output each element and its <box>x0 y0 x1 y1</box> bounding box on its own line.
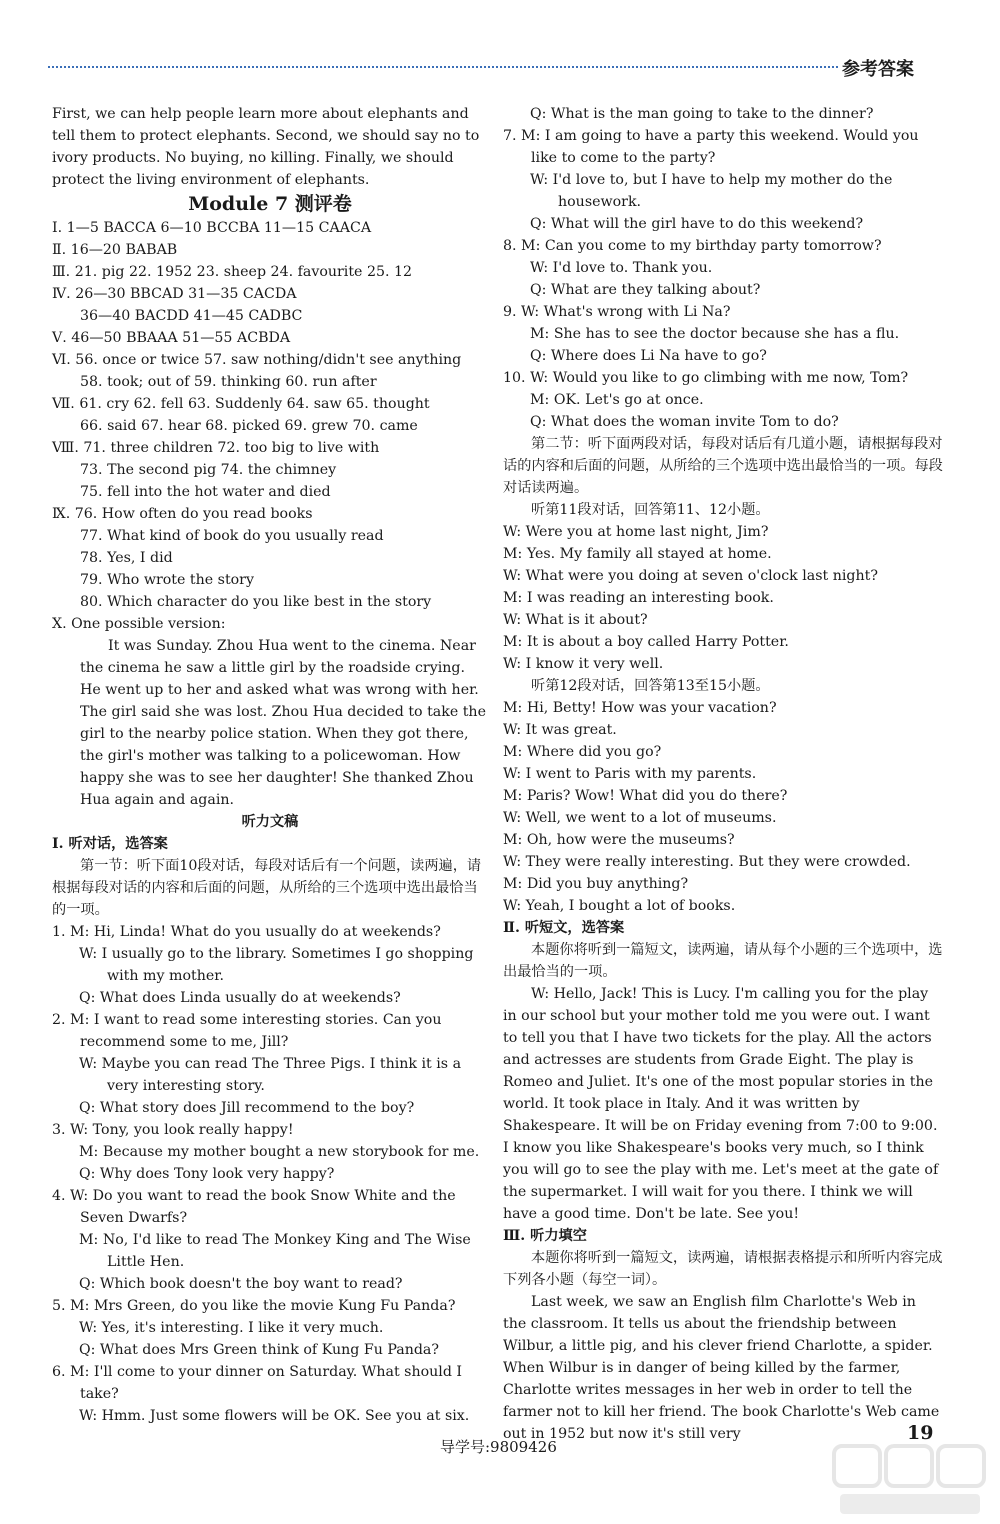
listening-title: 听力文稿 <box>241 814 299 830</box>
dialog-line: W: What were you doing at seven o'clock last night? <box>503 568 878 584</box>
dialog-line: 2. M: I want to read some interesting stories. Can you recommend some to me, Jill? <box>52 1012 442 1050</box>
section-intro: 第二节：听下面两段对话，每段对话后有几道小题，请根据每段对话的内容和后面的问题，从所给的三个选项中选出最恰当的一项。每段对话读两遍。 <box>503 436 943 496</box>
answer-line: Ⅷ. 71. three children 72. too big to live with <box>52 440 380 456</box>
dialog-line: Q: What does Linda usually do at weekends? <box>79 990 401 1006</box>
passage-text: Last week, we saw an English film Charlotte's Web in the classroom. It tells us about the friendship between Wilbur, a little pig, and his clever friend Charlotte, a spider. When Wilbur is in danger of being killed by the farmer, Charlotte writes messages in her web in order to tell the farmer not to kill her friend. The book Charlotte's Web came out in 1952 but now it's still very <box>503 1294 940 1442</box>
dialog-line: W: It was great. <box>503 722 617 738</box>
dialog-line: 10. W: Would you like to go climbing with me now, Tom? <box>503 370 909 386</box>
watermark-logo-icon <box>830 1440 990 1520</box>
dialog-subtitle: 听第11段对话，回答第11、12小题。 <box>531 502 770 518</box>
passage-text: W: Hello, Jack! This is Lucy. I'm calling you for the play in our school but your mother told me you were out. I want to tell you that I have two tickets for the play. All the actors and actresses are students from Grade Eight. The play is Romeo and Juliet. It's one of the most popular stories in the world. It took place in Italy. And it was written by Shakespeare. It will be on Friday evening from 7:00 to 9:00. I know you like Shakespeare's books very much, so I think you will go to see the play with me. Let's meet at the gate of the supermarket. I will wait for you there. I think we will have a good time. Don't be late. See you! <box>503 986 939 1222</box>
dialog-line: Q: What will the girl have to do this weekend? <box>530 216 864 232</box>
dialog-line: M: No, I'd like to read The Monkey King and The Wise Little Hen. <box>79 1232 471 1270</box>
dialog-line: 7. M: I am going to have a party this weekend. Would you like to come to the party? <box>503 128 919 166</box>
dialog-line: 6. M: I'll come to your dinner on Saturday. What should I take? <box>52 1364 463 1402</box>
answer-line: 66. said 67. hear 68. picked 69. grew 70. came <box>80 418 418 434</box>
dialog-subtitle: 听第12段对话，回答第13至15小题。 <box>531 678 770 694</box>
answer-line: 73. The second pig 74. the chimney <box>80 462 337 478</box>
dialog-line: W: I'd love to. Thank you. <box>530 260 713 276</box>
answer-line: 36—40 BACDD 41—45 CADBC <box>80 308 303 324</box>
left-column <box>52 103 488 1427</box>
dialog-line: M: OK. Let's go at once. <box>530 392 704 408</box>
header-answer-tag: 参考答案 <box>842 59 914 80</box>
essay-paragraph: It was Sunday. Zhou Hua went to the cinema. Near the cinema he saw a little girl by the roadside crying. He went up to her and asked what was wrong with her. The girl said she was lost. Zhou Hua decided to take the girl to the nearby police station. When they got there, the girl's mother was talking to a policewoman. How happy she was to see her daughter! She thanked Zhou Hua again and again. <box>80 638 486 808</box>
dialog-line: M: Paris? Wow! What did you do there? <box>503 788 788 804</box>
dialog-line: M: Hi, Betty! How was your vacation? <box>503 700 777 716</box>
dialog-line: W: They were really interesting. But they were crowded. <box>503 854 911 870</box>
dialog-line: W: What is it about? <box>503 612 648 628</box>
section-title: Ⅲ. 听力填空 <box>503 1228 587 1244</box>
dialog-line: W: Maybe you can read The Three Pigs. I think it is a very interesting story. <box>79 1056 462 1094</box>
dialog-line: Q: What story does Jill recommend to the boy? <box>79 1100 415 1116</box>
answer-line: Ⅶ. 61. cry 62. fell 63. Suddenly 64. saw 65. thought <box>52 396 430 412</box>
section-description: 本题你将听到一篇短文，读两遍，请根据表格提示和所听内容完成下列各小题（每空一词）。 <box>503 1250 943 1288</box>
answer-line: 58. took; out of 59. thinking 60. run after <box>80 374 377 390</box>
dialog-line: W: I went to Paris with my parents. <box>503 766 757 782</box>
dialog-line: 3. W: Tony, you look really happy! <box>52 1122 294 1138</box>
dialog-line: M: Oh, how were the museums? <box>503 832 735 848</box>
answer-line: Ⅴ. 46—50 BBAAA 51—55 ACBDA <box>52 330 291 346</box>
dialog-line: 9. W: What's wrong with Li Na? <box>503 304 731 320</box>
answer-line: Ⅵ. 56. once or twice 57. saw nothing/didn't see anything <box>52 352 462 368</box>
right-column <box>503 103 943 1445</box>
dialog-line: Q: Which book doesn't the boy want to read? <box>79 1276 403 1292</box>
section-title: Ⅰ. 听对话，选答案 <box>52 836 168 852</box>
section-title: Ⅱ. 听短文，选答案 <box>503 920 625 936</box>
answer-line: Ⅰ. 1—5 BACCA 6—10 BCCBA 11—15 CAACA <box>52 220 372 236</box>
header-dotted-line <box>48 66 838 68</box>
answer-line: Ⅹ. One possible version: <box>52 616 226 632</box>
dialog-line: 5. M: Mrs Green, do you like the movie Kung Fu Panda? <box>52 1298 456 1314</box>
dialog-line: Q: What does Mrs Green think of Kung Fu Panda? <box>79 1342 439 1358</box>
dialog-line: M: Where did you go? <box>503 744 662 760</box>
answer-line: Ⅱ. 16—20 BABAB <box>52 242 178 258</box>
page-number: 19 <box>907 1422 934 1444</box>
dialog-line: W: Yes, it's interesting. I like it very much. <box>79 1320 384 1336</box>
answer-line: 78. Yes, I did <box>80 550 173 566</box>
guide-number: 导学号:9809426 <box>440 1438 557 1456</box>
dialog-line: Q: Where does Li Na have to go? <box>530 348 767 364</box>
dialog-line: M: Yes. My family all stayed at home. <box>503 546 772 562</box>
answer-line: 79. Who wrote the story <box>80 572 254 588</box>
dialog-line: 4. W: Do you want to read the book Snow White and the Seven Dwarfs? <box>52 1188 456 1226</box>
answer-line: 77. What kind of book do you usually read <box>80 528 384 544</box>
dialog-line: M: It is about a boy called Harry Potter. <box>503 634 789 650</box>
intro-paragraph: First, we can help people learn more about elephants and tell them to protect elephants. Second, we should say no to ivory products. No buying, no killing. Finally, we should protect the living environment of elephants. <box>52 106 480 188</box>
dialog-line: W: Yeah, I bought a lot of books. <box>503 898 736 914</box>
dialog-line: W: Hmm. Just some flowers will be OK. See you at six. <box>79 1408 470 1424</box>
dialog-line: 8. M: Can you come to my birthday party tomorrow? <box>503 238 882 254</box>
dialog-line: Q: What are they talking about? <box>530 282 761 298</box>
dialog-line: Q: What is the man going to take to the dinner? <box>530 106 874 122</box>
dialog-line: W: Were you at home last night, Jim? <box>503 524 769 540</box>
dialog-line: 1. M: Hi, Linda! What do you usually do at weekends? <box>52 924 441 940</box>
dialog-line: M: Because my mother bought a new storybook for me. <box>79 1144 480 1160</box>
answer-line: 80. Which character do you like best in the story <box>80 594 432 610</box>
dialog-line: M: Did you buy anything? <box>503 876 689 892</box>
dialog-line: M: I was reading an interesting book. <box>503 590 774 606</box>
dialog-line: W: I'd love to, but I have to help my mother do the housework. <box>530 172 893 210</box>
answer-line: Ⅲ. 21. pig 22. 1952 23. sheep 24. favourite 25. 12 <box>52 264 413 280</box>
section-intro: 第一节：听下面10段对话，每段对话后有一个问题，读两遍，请根据每段对话的内容和后面的问题，从所给的三个选项中选出最恰当的一项。 <box>52 858 482 918</box>
dialog-line: Q: What does the woman invite Tom to do? <box>530 414 839 430</box>
dialog-line: M: She has to see the doctor because she has a flu. <box>530 326 900 342</box>
dialog-line: W: Well, we went to a lot of museums. <box>503 810 777 826</box>
dialog-line: W: I know it very well. <box>503 656 664 672</box>
module-title: Module 7 测评卷 <box>188 193 352 215</box>
section-description: 本题你将听到一篇短文，读两遍，请从每个小题的三个选项中，选出最恰当的一项。 <box>503 942 943 980</box>
dialog-line: Q: Why does Tony look very happy? <box>79 1166 335 1182</box>
answer-line: 75. fell into the hot water and died <box>80 484 331 500</box>
answer-line: Ⅸ. 76. How often do you read books <box>52 506 313 522</box>
answer-line: Ⅳ. 26—30 BBCAD 31—35 CACDA <box>52 286 297 302</box>
dialog-line: W: I usually go to the library. Sometimes I go shopping with my mother. <box>79 946 474 984</box>
